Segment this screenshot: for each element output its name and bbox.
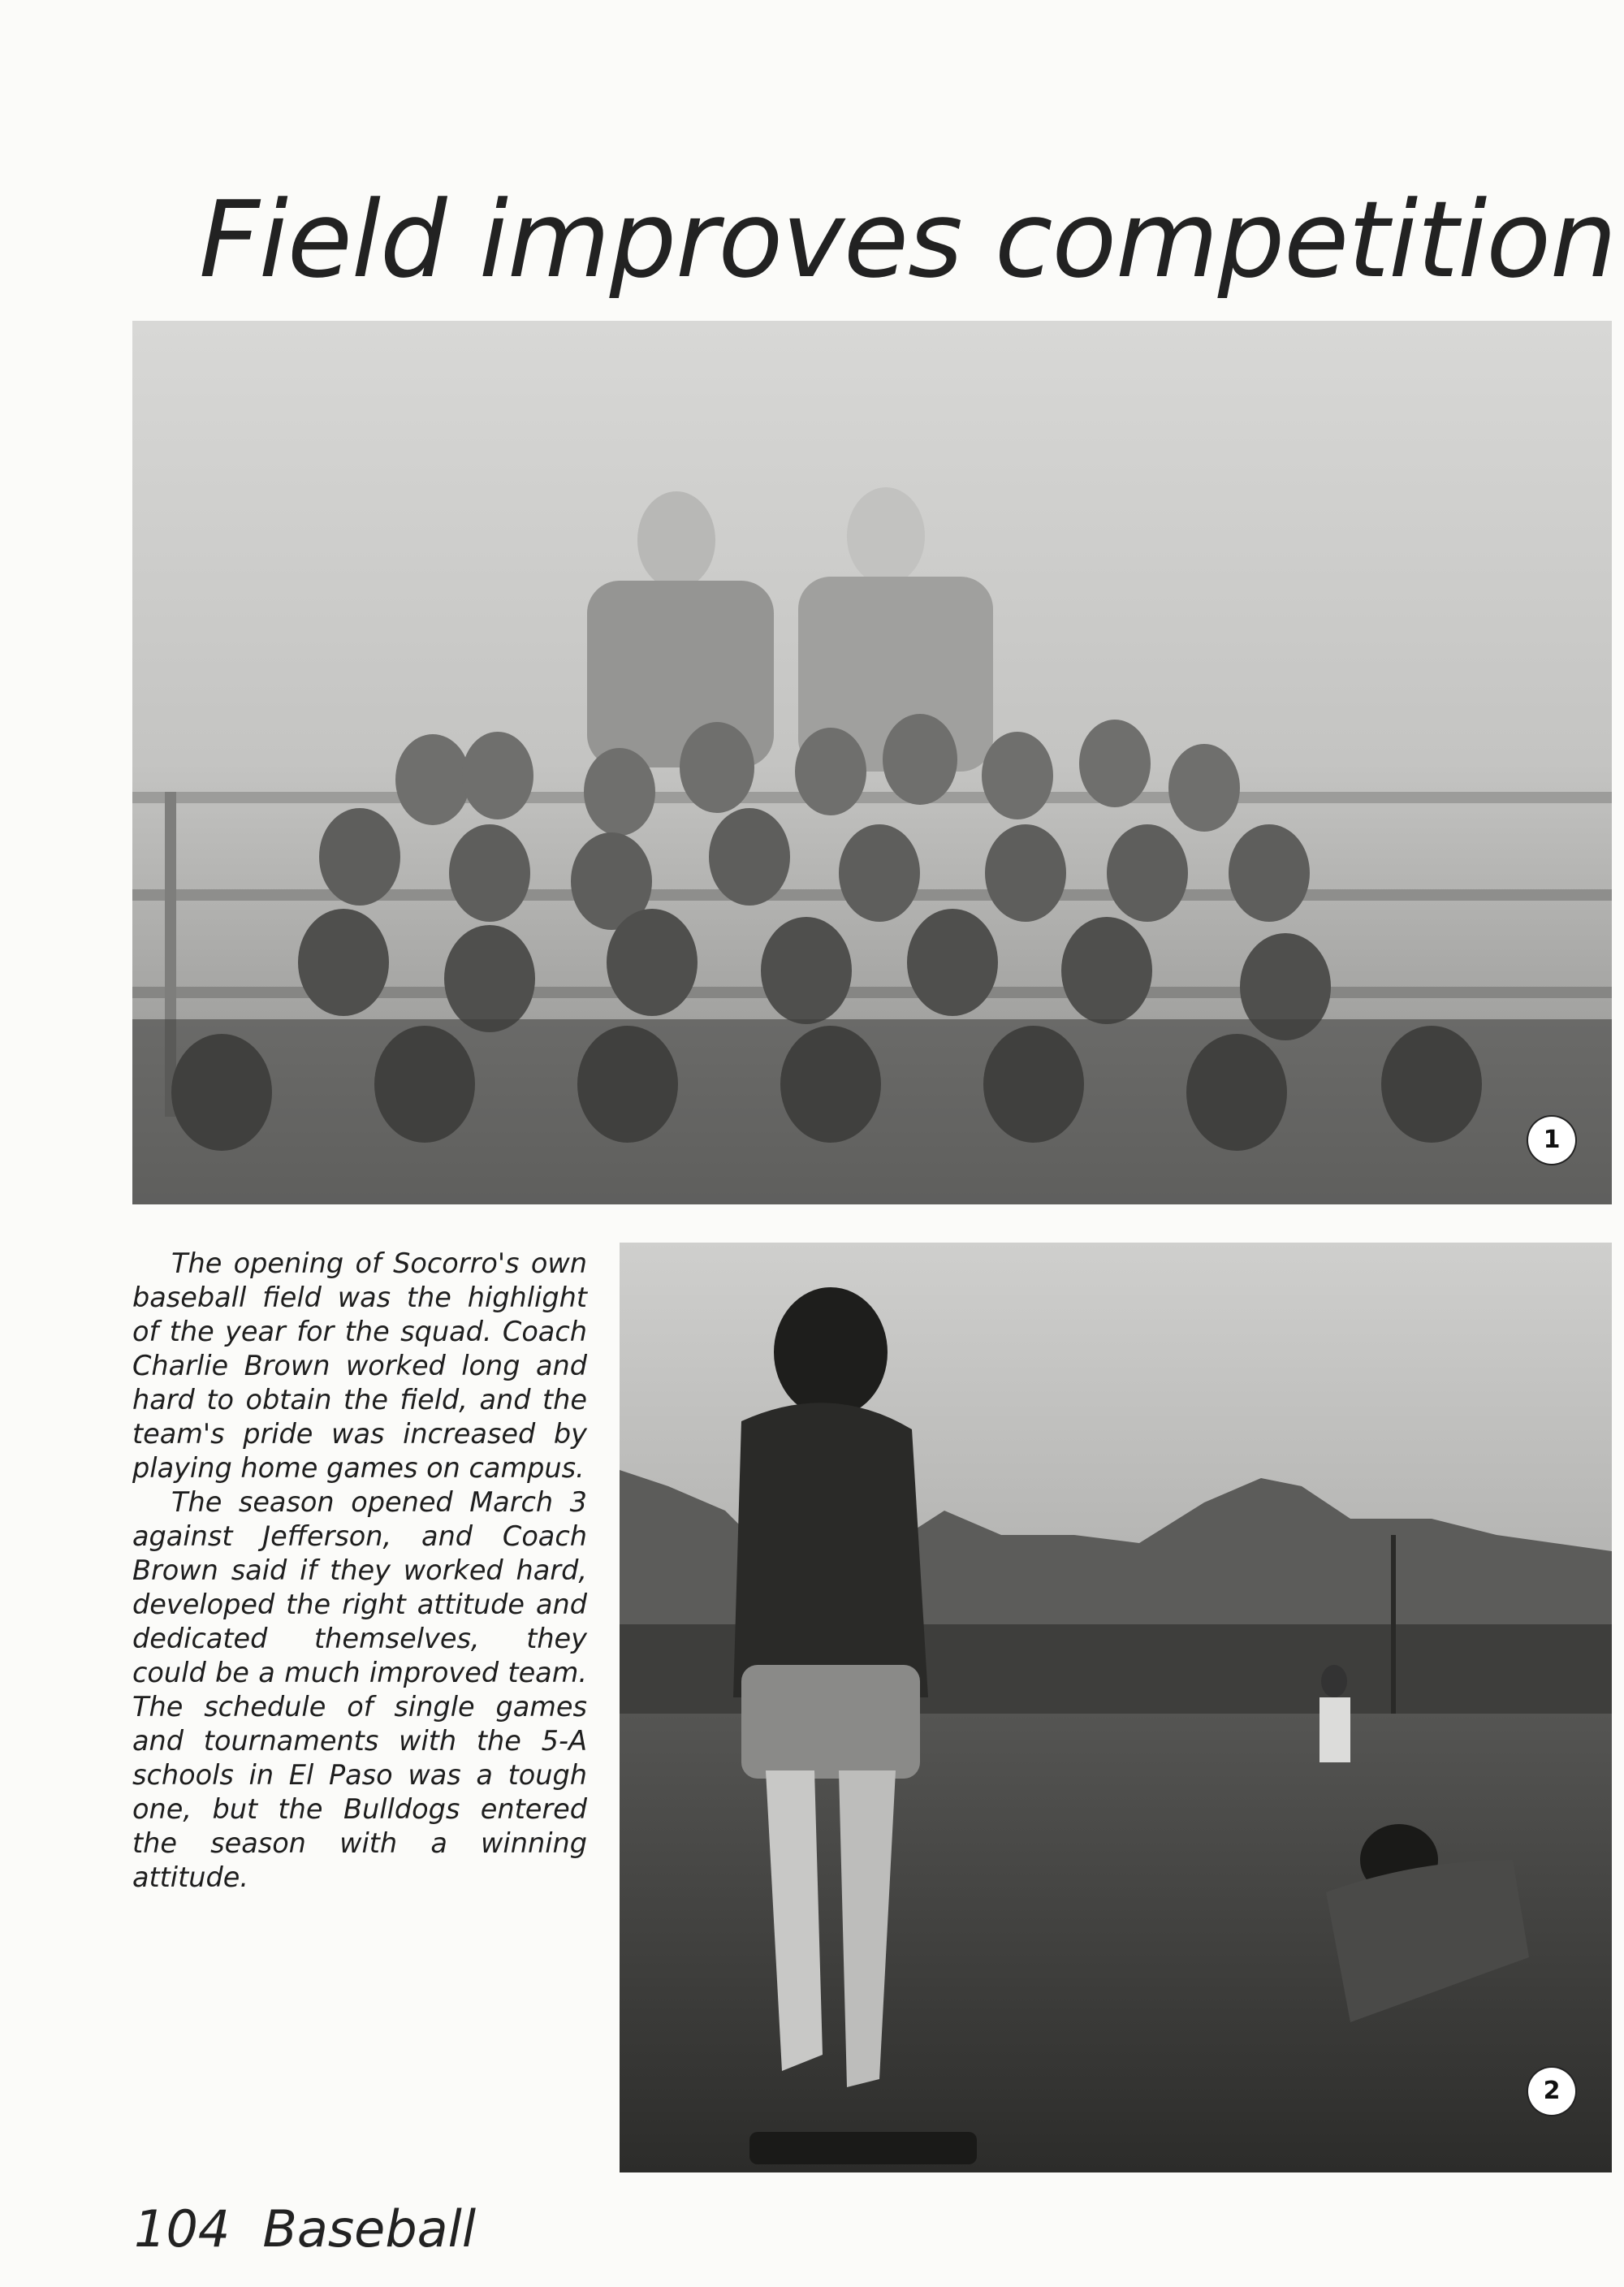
- team-photo: [132, 321, 1612, 1204]
- article-text: [132, 1247, 587, 1895]
- game-action-photo-image: [620, 1243, 1612, 2172]
- team-photo-image: [132, 321, 1612, 1204]
- headline: Field improves competition: [199, 178, 1617, 301]
- photo-number-badge: 1: [1528, 1117, 1575, 1164]
- page-footer: [134, 2193, 476, 2266]
- section-name: Baseball: [262, 2199, 477, 2259]
- photo-number-badge: 2: [1528, 2068, 1575, 2115]
- article-paragraph: The opening of Socorro's own baseball field was the highlight of the year for the squad. Coach Charlie Brown worked long and hard to obtain the field, and the team's pride was increased by playing home games on campus.: [132, 1247, 587, 1484]
- article-paragraph: The season opened March 3 against Jefferson, and Coach Brown said if they worked hard, developed the right attitude and dedicated themselves, they could be a much improved team. The schedule of single games and tournaments with the 5-A schools in El Paso was a tough one, but the Bulldogs entered the season with a winning attitude.: [132, 1486, 587, 1893]
- game-action-photo: [620, 1243, 1612, 2172]
- page-number: 104: [134, 2199, 231, 2259]
